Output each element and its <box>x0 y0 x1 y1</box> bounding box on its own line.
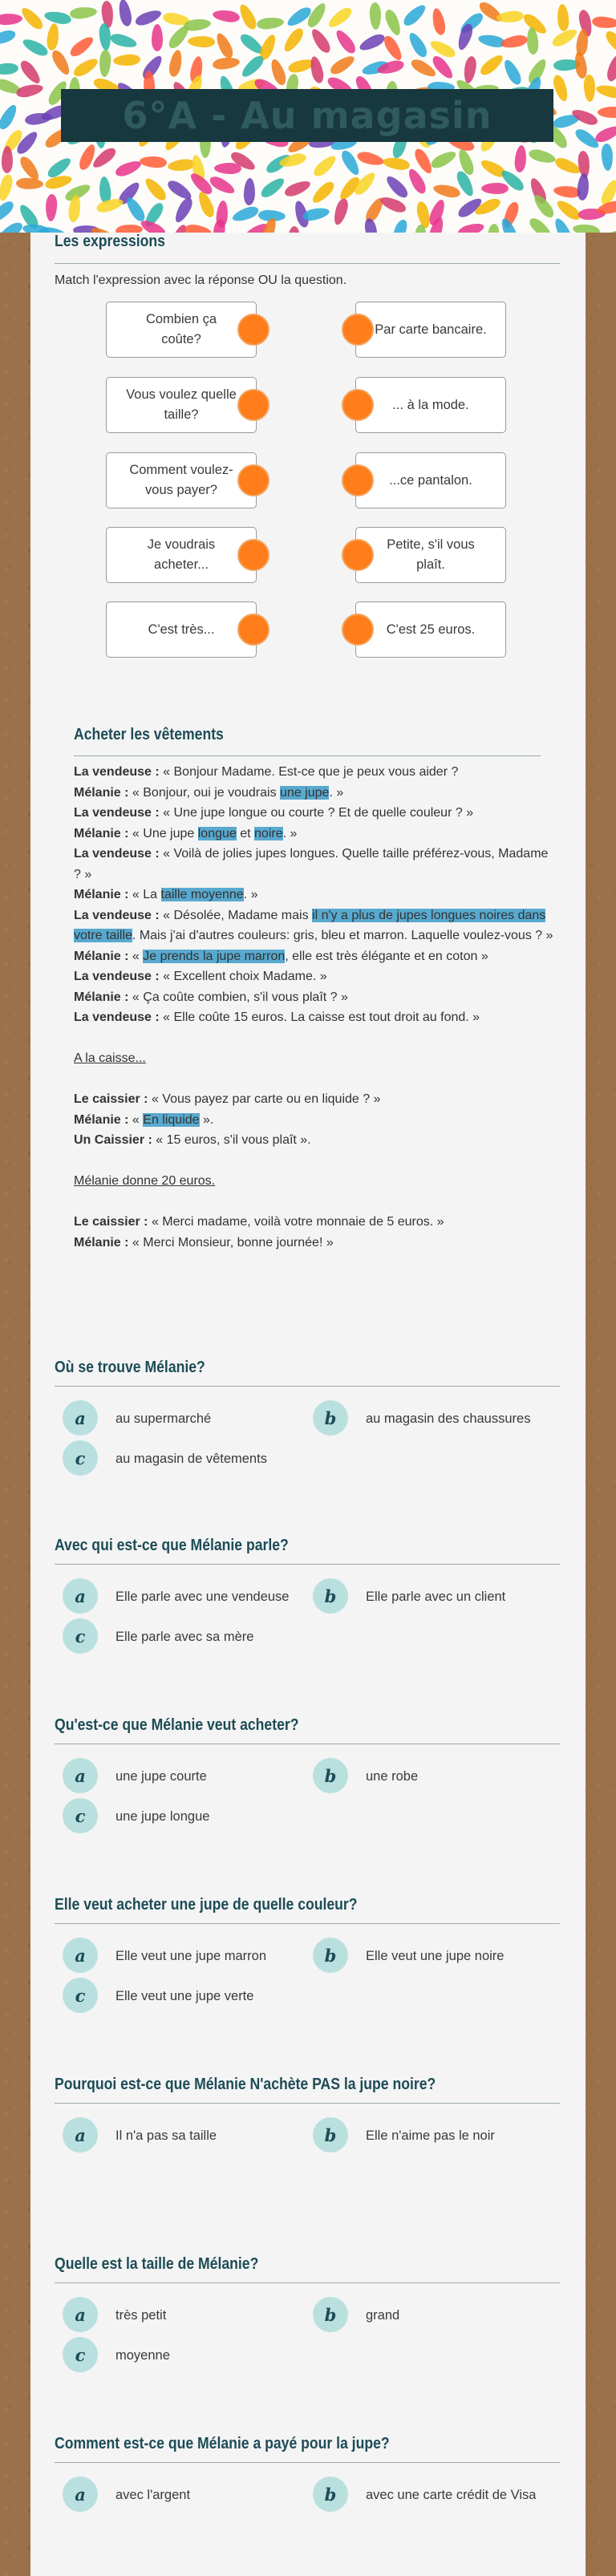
leaf-decoration <box>383 173 411 200</box>
question-title: Quelle est la taille de Mélanie? <box>55 2255 259 2273</box>
leaf-decoration <box>602 143 614 171</box>
match-answer-box[interactable]: Petite, s'il vous plaît. <box>355 527 506 583</box>
line-text: « <box>128 949 144 963</box>
leaf-decoration <box>477 52 505 79</box>
speaker-label: La vendeuse : <box>74 847 160 861</box>
option-label: au magasin de vêtements <box>116 1452 267 1466</box>
line-text: ». <box>199 1112 214 1127</box>
option-letter-badge: a <box>63 1400 98 1436</box>
option-letter-badge: b <box>313 2477 348 2512</box>
answer-option-a[interactable] <box>63 1400 308 1436</box>
leaf-decoration <box>281 26 306 55</box>
leaf-decoration <box>258 175 287 200</box>
leaf-decoration <box>184 223 213 233</box>
leaf-decoration <box>99 50 111 78</box>
option-label: avec l'argent <box>116 2488 191 2502</box>
answer-option-c[interactable] <box>63 1618 308 1654</box>
answer-option-a[interactable] <box>63 2297 308 2332</box>
leaf-decoration <box>0 28 18 47</box>
dialogue-line <box>74 1110 555 1131</box>
option-label: Elle veut une jupe verte <box>116 1989 254 2003</box>
leaf-decoration <box>113 158 143 179</box>
match-connector-dot[interactable] <box>342 614 374 646</box>
leaf-decoration <box>213 30 235 60</box>
leaf-decoration <box>109 31 139 50</box>
leaf-decoration <box>0 220 25 233</box>
line-text: « Bonjour Madame. Est-ce que je peux vous aider ? <box>159 765 459 779</box>
speaker-label: Mélanie : <box>74 888 129 901</box>
leaf-decoration <box>598 107 616 118</box>
divider <box>55 1386 560 1387</box>
option-label: une jupe courte <box>116 1769 207 1784</box>
option-label: Elle veut une jupe marron <box>116 1949 267 1963</box>
leaf-decoration <box>356 150 385 168</box>
leaf-decoration <box>551 73 570 103</box>
speaker-label: Mélanie : <box>74 1112 129 1127</box>
option-label: Elle parle avec sa mère <box>116 1630 254 1644</box>
leaf-decoration <box>431 7 448 36</box>
leaf-decoration <box>212 56 240 71</box>
leaf-decoration <box>309 26 334 55</box>
leaf-decoration <box>45 193 58 221</box>
leaf-decoration <box>269 58 289 87</box>
answer-option-a[interactable] <box>63 1578 308 1614</box>
leaf-decoration <box>595 83 616 99</box>
match-connector-dot[interactable] <box>237 614 270 646</box>
leaf-decoration <box>357 31 387 53</box>
leaf-decoration <box>463 55 478 84</box>
note-text: Mélanie donne 20 euros. <box>74 1174 216 1188</box>
divider <box>55 2282 560 2283</box>
line-text: , elle est très élégante et en coton » <box>285 949 488 963</box>
match-connector-dot[interactable] <box>342 539 374 571</box>
leaf-decoration <box>38 226 67 233</box>
option-label: au supermarché <box>116 1412 212 1426</box>
answer-option-b[interactable] <box>313 2477 558 2512</box>
leaf-decoration <box>0 62 18 75</box>
answer-option-c[interactable] <box>63 1978 308 2013</box>
option-label: une robe <box>366 1769 419 1784</box>
leaf-decoration <box>383 8 403 38</box>
highlighted-text: il n'y a plus de jupes longues noires dans votre taille <box>74 908 546 942</box>
answer-option-b[interactable] <box>313 1400 558 1436</box>
line-text: « Excellent choix Madame. » <box>159 970 327 983</box>
speaker-label: Mélanie : <box>74 1235 129 1250</box>
dialogue-title: Acheter les vêtements <box>74 726 224 743</box>
question-title: Pourquoi est-ce que Mélanie N'achète PAS la jupe noire? <box>55 2076 436 2093</box>
divider <box>55 1923 560 1924</box>
leaf-decoration <box>406 30 430 59</box>
leaf-decoration <box>605 53 616 83</box>
leaf-decoration <box>113 54 141 67</box>
divider <box>55 1564 560 1565</box>
leaf-decoration <box>95 196 125 214</box>
option-letter-badge: b <box>313 1578 348 1614</box>
content-card <box>30 233 586 2576</box>
leaf-decoration <box>172 196 195 225</box>
dialogue-line <box>74 966 555 987</box>
leaf-decoration <box>576 173 590 201</box>
option-letter-badge: a <box>63 1938 98 1973</box>
line-text: « Bonjour, oui je voudrais <box>128 785 281 800</box>
line-text: « Une jupe longue ou courte ? Et de quelle couleur ? » <box>159 806 474 820</box>
leaf-decoration <box>278 152 307 169</box>
question-title: Elle veut acheter une jupe de quelle couleur? <box>55 1896 358 1914</box>
match-connector-dot[interactable] <box>342 389 374 421</box>
line-text: « Ça coûte combien, s'il vous plaît ? » <box>128 990 348 1004</box>
speaker-label: Mélanie : <box>74 785 129 800</box>
line-text: . » <box>243 888 258 901</box>
divider <box>55 2103 560 2104</box>
dialogue-line <box>74 1233 555 1254</box>
option-label: avec une carte crédit de Visa <box>366 2488 537 2502</box>
line-text: « Merci Monsieur, bonne journée! » <box>128 1235 334 1250</box>
dialogue-line <box>74 844 555 885</box>
match-connector-dot[interactable] <box>237 464 270 496</box>
divider <box>55 2462 560 2463</box>
match-connector-dot[interactable] <box>237 389 270 421</box>
leaf-decoration <box>0 13 22 26</box>
dialogue-line <box>74 803 555 824</box>
line-text: « Une jupe <box>128 826 198 840</box>
option-letter-badge: b <box>313 1758 348 1793</box>
option-label: très petit <box>116 2308 167 2323</box>
leaf-decoration <box>583 75 595 102</box>
leaf-decoration <box>115 224 143 233</box>
leaf-decoration <box>187 35 214 47</box>
leaf-decoration <box>212 9 241 24</box>
leaf-decoration <box>593 123 616 144</box>
dialogue-line <box>74 987 555 1008</box>
match-answer-box[interactable]: C'est 25 euros. <box>355 601 506 658</box>
leaf-decoration <box>311 152 339 179</box>
leaf-decoration <box>230 205 260 225</box>
leaf-decoration <box>603 29 616 57</box>
dialogue-line <box>74 1212 555 1233</box>
leaf-decoration <box>591 15 616 29</box>
leaf-decoration <box>557 4 569 32</box>
match-connector-dot[interactable] <box>237 539 270 571</box>
match-answer-box[interactable]: Par carte bancaire. <box>355 302 506 358</box>
answer-option-c[interactable] <box>63 1798 308 1833</box>
leaf-decoration <box>43 9 72 25</box>
speaker-label: La vendeuse : <box>74 765 160 779</box>
dialogue-line <box>74 885 555 905</box>
line-text: « La <box>128 888 161 901</box>
match-answer-box[interactable]: ...ce pantalon. <box>355 452 506 508</box>
option-label: Elle parle avec un client <box>366 1590 506 1604</box>
option-label: au magasin des chaussures <box>366 1412 531 1426</box>
leaf-decoration <box>167 158 195 172</box>
match-question-box[interactable]: Vous voulez quelle taille? <box>106 377 257 433</box>
leaf-decoration <box>76 143 98 172</box>
speaker-label: Mélanie : <box>74 949 129 963</box>
option-letter-badge: c <box>63 1618 98 1654</box>
line-text: « Voilà de jolies jupes longues. Quelle taille préférez-vous, Madame ? » <box>74 847 549 881</box>
line-text: . » <box>282 826 298 840</box>
option-label: Il n'a pas sa taille <box>116 2128 217 2143</box>
leaf-decoration <box>513 144 527 172</box>
speaker-label: La vendeuse : <box>74 908 160 922</box>
leaf-decoration <box>207 173 237 196</box>
option-letter-badge: a <box>63 2297 98 2332</box>
leaf-decoration <box>302 205 330 222</box>
leaf-decoration <box>69 6 97 19</box>
leaf-decoration <box>500 34 529 50</box>
leaf-decoration <box>256 16 284 30</box>
option-label: Elle n'aime pas le noir <box>366 2128 495 2143</box>
option-letter-badge: c <box>63 1798 98 1833</box>
answer-option-c[interactable] <box>63 2337 308 2372</box>
leaf-decoration <box>16 177 43 189</box>
leaf-decoration <box>481 183 509 194</box>
leaf-decoration <box>382 34 406 63</box>
dialogue-line <box>74 783 555 804</box>
option-letter-badge: c <box>63 1978 98 2013</box>
leaf-decoration <box>140 155 168 168</box>
leaf-decoration <box>370 2 382 30</box>
option-label: moyenne <box>116 2348 170 2363</box>
title-bar <box>61 89 553 142</box>
leaf-decoration <box>401 2 428 28</box>
answer-option-b[interactable] <box>313 2297 558 2332</box>
option-letter-badge: a <box>63 1758 98 1793</box>
leaf-decoration <box>18 58 43 86</box>
option-letter-badge: a <box>63 2117 98 2153</box>
highlighted-text: taille moyenne <box>160 888 244 901</box>
dialogue-line <box>74 762 555 783</box>
line-text: . » <box>329 785 344 800</box>
leaf-decoration <box>143 175 169 203</box>
highlighted-text: En liquide <box>143 1112 200 1127</box>
dialogue-line <box>74 1130 555 1151</box>
leaf-decoration <box>326 5 354 30</box>
leaf-decoration <box>0 199 16 225</box>
match-answer-box[interactable]: ... à la mode. <box>355 377 506 433</box>
leaf-decoration <box>432 183 461 200</box>
leaf-decoration <box>308 55 325 83</box>
dialogue-line <box>74 946 555 967</box>
option-label: Elle veut une jupe noire <box>366 1949 505 1963</box>
line-text: « Elle coûte 15 euros. La caisse est tout droit au fond. » <box>159 1011 480 1024</box>
option-letter-badge: c <box>63 2337 98 2372</box>
leaf-decoration <box>71 55 100 79</box>
leaf-decoration <box>67 34 95 59</box>
question-title: Où se trouve Mélanie? <box>55 1359 205 1376</box>
question-title: Avec qui est-ce que Mélanie parle? <box>55 1537 289 1554</box>
option-letter-badge: b <box>313 2297 348 2332</box>
leaf-decoration <box>501 57 524 87</box>
match-connector-dot[interactable] <box>342 464 374 496</box>
answer-option-a[interactable] <box>63 2117 308 2153</box>
leaf-decoration <box>573 51 588 79</box>
dialogue-text <box>74 762 555 1253</box>
highlighted-text: une jupe <box>280 785 330 800</box>
match-question-box[interactable]: Comment voulez-vous payer? <box>106 452 257 508</box>
leaf-decoration <box>244 178 256 205</box>
page-title: 6°A - Au magasin <box>122 94 492 137</box>
leaf-decoration <box>382 156 411 172</box>
leaf-decoration <box>328 53 357 77</box>
option-letter-badge: a <box>63 1578 98 1614</box>
expressions-instruction: Match l'expression avec la réponse OU la question. <box>55 273 347 287</box>
leaf-decoration <box>428 38 457 60</box>
leaf-decoration <box>152 24 163 51</box>
leaf-decoration <box>487 223 500 233</box>
speaker-label: La vendeuse : <box>74 970 160 983</box>
highlighted-text: noire <box>254 826 283 840</box>
dialogue-line <box>74 824 555 844</box>
highlighted-text: Je prends la jupe marron <box>143 949 286 963</box>
answer-option-b[interactable] <box>313 1758 558 1793</box>
speaker-label: La vendeuse : <box>74 1011 160 1024</box>
match-question-box[interactable]: Je voudrais acheter... <box>106 527 257 583</box>
match-question-box[interactable]: C'est très... <box>106 601 257 658</box>
leaf-decoration <box>429 148 459 171</box>
leaf-decoration <box>196 190 217 220</box>
speaker-label: Le caissier : <box>74 1092 148 1106</box>
divider <box>55 263 560 264</box>
speaker-label: Mélanie : <box>74 826 129 840</box>
leaf-decoration <box>239 53 266 80</box>
leaf-decoration <box>287 225 301 233</box>
leaf-decoration <box>332 197 351 227</box>
speaker-label: Mélanie : <box>74 990 129 1004</box>
leaf-decoration <box>15 83 44 99</box>
line-text: et <box>236 826 255 840</box>
line-text: « <box>128 1112 144 1127</box>
leaf-decoration <box>310 179 337 206</box>
answer-option-c[interactable] <box>63 1440 308 1476</box>
dialogue-line <box>74 1007 555 1028</box>
header-banner <box>0 0 616 233</box>
option-label: Elle parle avec une vendeuse <box>116 1590 290 1604</box>
leaf-decoration <box>282 178 312 199</box>
leaf-decoration <box>124 195 148 224</box>
option-letter-badge: a <box>63 2477 98 2512</box>
leaf-decoration <box>46 22 60 51</box>
answer-option-b[interactable] <box>313 1938 558 1973</box>
expressions-title: Les expressions <box>55 233 165 250</box>
leaf-decoration <box>527 148 556 165</box>
answer-option-b[interactable] <box>313 1578 558 1614</box>
leaf-decoration <box>572 222 601 233</box>
option-label: grand <box>366 2308 400 2323</box>
leaf-decoration <box>456 221 486 233</box>
match-question-box[interactable]: Combien ça coûte? <box>106 302 257 358</box>
answer-option-a[interactable] <box>63 2477 308 2512</box>
line-text: « Vous payez par carte ou en liquide ? » <box>148 1092 381 1106</box>
leaf-decoration <box>602 228 616 233</box>
answer-option-a[interactable] <box>63 1938 308 1973</box>
question-title: Comment est-ce que Mélanie a payé pour la jupe? <box>55 2435 390 2452</box>
option-letter-badge: b <box>313 1938 348 1973</box>
leaf-decoration <box>334 27 359 56</box>
answer-option-b[interactable] <box>313 2117 558 2153</box>
leaf-decoration <box>496 10 525 24</box>
divider <box>74 755 541 756</box>
line-text: « 15 euros, s'il vous plaît ». <box>152 1133 311 1147</box>
line-text: « Merci madame, voilà votre monnaie de 5 euros. » <box>148 1215 444 1229</box>
speaker-label: Un Caissier : <box>74 1133 152 1147</box>
speaker-label: La vendeuse : <box>74 806 160 820</box>
leaf-decoration <box>117 0 133 27</box>
leaf-decoration <box>20 36 50 59</box>
leaf-decoration <box>456 22 475 52</box>
question-title: Qu'est-ce que Mélanie veut acheter? <box>55 1716 299 1734</box>
leaf-decoration <box>18 5 46 32</box>
leaf-decoration <box>430 54 456 82</box>
option-label: une jupe longue <box>116 1809 210 1824</box>
option-letter-badge: c <box>63 1440 98 1476</box>
line-text: « Désolée, Madame mais <box>159 908 313 922</box>
dialogue-line <box>74 1089 555 1110</box>
leaf-decoration <box>166 23 192 51</box>
match-connector-dot[interactable] <box>342 314 374 346</box>
leaf-decoration <box>0 103 19 132</box>
dialogue-line <box>74 905 555 946</box>
speaker-label: Le caissier : <box>74 1215 148 1229</box>
leaf-decoration <box>168 49 184 78</box>
option-letter-badge: b <box>313 2117 348 2153</box>
line-text: . Mais j'ai d'autres couleurs: gris, bleu et marron. Laquelle voulez-vous ? » <box>132 929 553 942</box>
answer-option-a[interactable] <box>63 1758 308 1793</box>
caisse-heading: A la caisse... <box>74 1051 146 1065</box>
leaf-decoration <box>363 217 380 233</box>
highlighted-text: longue <box>197 826 237 840</box>
option-letter-badge: b <box>313 1400 348 1436</box>
leaf-decoration <box>0 172 14 201</box>
match-connector-dot[interactable] <box>237 314 270 346</box>
leaf-decoration <box>390 218 410 233</box>
